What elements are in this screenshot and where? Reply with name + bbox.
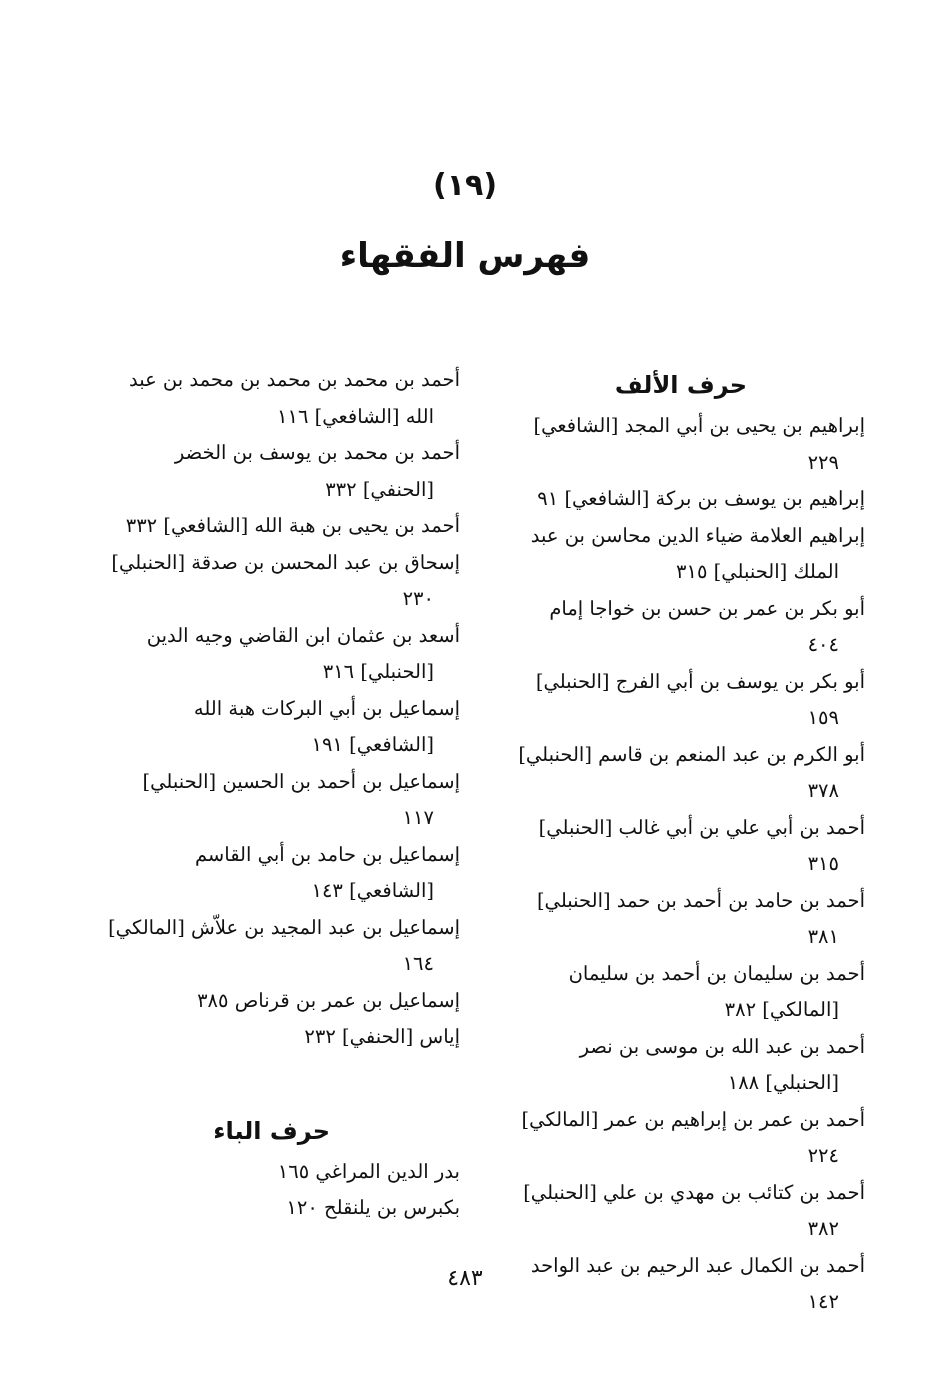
index-entry: إسماعيل بن أبي البركات هبة الله [الشافعي] ١٩١ [193, 696, 460, 756]
section-heading-alif: حرف الألف [614, 371, 747, 399]
page-number: ٤٨٣ [447, 1266, 483, 1291]
index-entry: إسحاق بن عبد المحسن بن صدقة [الحنبلي] ٢٣٠ [111, 550, 460, 610]
index-entry: أحمد بن أبي علي بن أبي غالب [الحنبلي] ٣١٥ [538, 815, 865, 875]
index-entry: إبراهيم بن يحيى بن أبي المجد [الشافعي] ٢٢٩ [533, 414, 865, 474]
index-entry: إسماعيل بن عبد المجيد بن علاّش [المالكي] ١٦٤ [108, 915, 460, 975]
left-entry-list-bottom [105, 1154, 460, 1227]
chapter-number: (١٩) [432, 168, 498, 203]
index-entry: إبراهيم العلامة ضياء الدين محاسن بن عبد الملك [الحنبلي] ٣١٥ [530, 523, 865, 583]
index-entry: أحمد بن عبد الله بن موسى بن نصر [الحنبلي] ١٨٨ [579, 1034, 865, 1094]
left-column [105, 362, 460, 1227]
section-heading-ba: حرف الباء [213, 1116, 330, 1145]
index-entry: إسماعيل بن أحمد بن الحسين [الحنبلي] ١١٧ [142, 769, 460, 829]
index-entry: إبراهيم بن يوسف بن بركة [الشافعي] ٩١ [537, 487, 865, 510]
index-entry: أحمد بن محمد بن يوسف بن الخضر [الحنفي] ٣٣٢ [174, 441, 460, 501]
section-gap [105, 1056, 460, 1108]
index-entry: بدر الدين المراغي ١٦٥ [277, 1159, 460, 1183]
right-column [515, 362, 865, 1321]
index-entry: أحمد بن محمد بن محمد بن محمد بن عبد الله [الشافعي] ١١٦ [128, 368, 460, 428]
index-entry: أحمد بن يحيى بن هبة الله [الشافعي] ٣٣٢ [125, 514, 460, 537]
index-entry: أحمد بن حامد بن أحمد بن حمد [الحنبلي] ٣٨١ [536, 888, 865, 948]
index-entry: إسماعيل بن حامد بن أبي القاسم [الشافعي] ١٤٣ [194, 842, 460, 902]
index-entry: أبو بكر بن يوسف بن أبي الفرج [الحنبلي] ١٥٩ [535, 669, 865, 729]
index-entry: إسماعيل بن عمر بن قرناص ٣٨٥ [197, 988, 460, 1012]
index-entry: أحمد بن كتائب بن مهدي بن علي [الحنبلي] ٣٨٢ [523, 1180, 865, 1240]
left-entry-list-top [105, 362, 460, 1056]
page-title: فهرس الفقهاء [339, 236, 591, 276]
index-entry: إياس [الحنفي] ٢٣٢ [304, 1025, 460, 1048]
index-entry: أسعد بن عثمان ابن القاضي وجيه الدين [الحنبلي] ٣١٦ [146, 623, 460, 683]
index-entry: أحمد بن عمر بن إبراهيم بن عمر [المالكي] ٢٢٤ [521, 1107, 865, 1167]
right-entry-list [515, 408, 865, 1321]
index-entry: أحمد بن سليمان بن أحمد بن سليمان [المالكي] ٣٨٢ [568, 961, 865, 1021]
index-entry: أبو الكرم بن عبد المنعم بن قاسم [الحنبلي] ٣٧٨ [518, 742, 865, 802]
index-entry: أبو بكر بن عمر بن حسن بن خواجا إمام ٤٠٤ [549, 596, 865, 656]
index-entry: بكبرس بن يلنقلح ١٢٠ [286, 1196, 460, 1219]
index-entry: أحمد بن الكمال عبد الرحيم بن عبد الواحد ١٤٢ [530, 1253, 865, 1313]
